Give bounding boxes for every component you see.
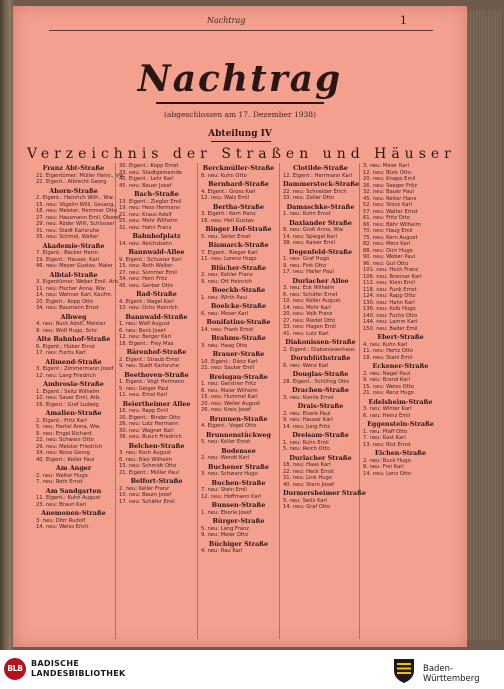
house-entry: 2. neu: Keller Franz <box>119 485 169 492</box>
house-entry: 20. Eigent.: Binder Otto <box>119 414 181 421</box>
house-entry: 40. Eigent.: Keller Paul <box>36 456 95 463</box>
house-entry: 14. neu: Spiegel Karl <box>283 233 337 240</box>
house-entry: 15. neu: Hummel Karl <box>201 394 258 400</box>
house-entry: 22. neu: Heck Ernst <box>283 468 335 475</box>
street-name: Eckener-Straße <box>372 362 429 370</box>
house-entry: 5. neu: Seiler Ernst <box>201 233 251 240</box>
street-name: Buchen-Straße <box>211 478 266 487</box>
street-name: Albweg <box>60 312 87 321</box>
house-entry: 124. neu: Rapp Otto <box>363 293 416 299</box>
house-entry: 6. neu: Heinz Emil <box>363 412 411 419</box>
house-entry: 2. neu: Buck Hugo <box>363 457 411 464</box>
library-name-line-1: BADISCHE <box>31 659 80 668</box>
column-divider <box>279 163 280 639</box>
house-entry: 21. Eigent.: Müller Paul <box>119 469 179 476</box>
house-entry: 5. neu: Reich Otto <box>283 446 330 452</box>
street-name: Drais-Straße <box>297 402 344 410</box>
house-entry: 21. neu: Renz Hugo <box>363 390 414 396</box>
house-entry: 1. neu: Pfaff Otto <box>363 428 408 435</box>
column-divider <box>359 163 360 639</box>
house-entry: 19. neu: Hess Hermann <box>119 205 181 211</box>
house-entry: 12. neu: Walz Emil <box>201 195 250 201</box>
house-entry: 52. neu: Stock Karl <box>363 202 413 208</box>
house-entry: 140. neu: Fuchs Otto <box>363 312 418 319</box>
street-name: Durmersheimer Straße <box>283 489 366 497</box>
house-entry: 3. neu: Haag Otto <box>201 342 248 349</box>
house-entry: 46. neu: Meyer Gustav, Maler <box>36 263 113 269</box>
house-entry: 25. neu: Mohr Wilhelm <box>119 218 178 224</box>
house-entry: 31. neu: Stadt Karlsruhe <box>36 227 100 234</box>
directory-column-4 <box>283 163 366 643</box>
street-name: Allmend-Straße <box>45 357 102 366</box>
house-entry: 38. neu: Kaiser Emil <box>283 240 335 246</box>
house-entry: 3. neu: Maier Karl <box>363 163 409 169</box>
page-number: 1 <box>400 14 407 27</box>
house-entry: 6. neu: Wenz Karl <box>283 362 329 369</box>
house-entry: 10. neu: Baum Josef <box>119 492 172 498</box>
house-entry: 13. Eigent.: Ziegler Emil <box>119 198 182 205</box>
house-entry: 9. neu: Wolf Hugo, Schr. <box>36 327 99 334</box>
street-name: Am Sandgarten <box>45 486 102 495</box>
street-name: Am Anger <box>55 464 92 472</box>
house-entry: 1. Eigent.: Seitz Wilhelm <box>36 388 100 395</box>
house-entry: 17. neu: Fuchs Karl <box>36 350 86 356</box>
house-entry: 8. neu: Groß Anna, Ww. <box>283 227 345 233</box>
document-page <box>13 6 467 647</box>
house-entry: 5. neu: Seitz Karl <box>283 497 328 504</box>
viewer-footer <box>0 650 504 689</box>
house-entry: 2. neu: Kohler Franz <box>201 272 253 278</box>
house-entry: 29. neu: Röder Willi, Schlosser <box>36 221 115 227</box>
house-entry: 21. neu: Sauter Emil <box>201 365 255 371</box>
directory-heading: Verzeichnis der Straßen und Häuser <box>27 146 456 162</box>
house-entry: 2. Eigent.: Heinrich Wilh., Ww. <box>36 195 115 201</box>
house-entry: 106. neu: Brenner Karl <box>363 273 422 280</box>
house-entry: 30. Eigent.: Kopp Ernst <box>119 163 179 169</box>
house-entry: 16. neu: Rapp Emil <box>119 408 169 414</box>
house-entry: 1. neu: Kuhn Ernst <box>283 211 331 217</box>
house-entry: 17. neu: Haller Paul <box>283 269 334 275</box>
house-entry: 14. neu: Frank Ernst <box>201 326 254 333</box>
house-entry: 29. neu: Meister Friedrich <box>36 443 103 450</box>
street-name: Bärenhof-Straße <box>126 348 187 356</box>
running-header <box>13 16 467 32</box>
partner-name[interactable]: Baden-Württemberg <box>423 664 480 684</box>
house-entry: 18. neu: Meister, Hemmer Otto <box>36 208 118 214</box>
house-entry: 5. neu: Geiger Paul <box>119 385 169 392</box>
house-entry: 27. neu: Hausmann Emil, Oberst <box>36 214 121 221</box>
house-entry: 12. neu: Bürk Otto <box>363 169 412 176</box>
house-entry: 57. neu: Walter Ernst <box>363 208 418 215</box>
house-entry: 5. neu: Lang Franz <box>201 525 249 532</box>
street-name: Franz Abt-Straße <box>42 164 105 172</box>
house-entry: 40. Eigent.: Lehr Karl <box>119 176 174 182</box>
house-entry: 7. neu: Kast Karl <box>363 435 406 441</box>
house-entry: 6. Eigent.: Huber Ernst <box>36 343 95 350</box>
house-entry: 17. neu: Schäfer Emil <box>119 498 175 505</box>
house-entry: 101. neu: Hoch Franz <box>363 267 419 273</box>
house-entry: 12. neu: Berger Karl <box>119 334 172 340</box>
house-entry: 14. neu: Reichsbahn <box>119 240 172 247</box>
house-entry: 22. neu: Schneider Erich <box>283 188 347 195</box>
page-title: Nachtrag <box>137 58 343 100</box>
house-entry: 12. neu: Lang Friedrich <box>36 372 96 379</box>
house-entry: 15. neu: Schmidt Otto <box>119 463 177 469</box>
house-entry: 2. neu: Walter Hugo <box>36 472 88 479</box>
house-entry: 3. Eigent.: Kern Hans <box>201 211 256 217</box>
house-entry: 8. neu: Maier Wilhelm <box>201 387 258 394</box>
house-entry: 7. neu: Roth Ernst <box>36 479 83 485</box>
house-entry: 90. neu: Weber Paul <box>363 254 416 260</box>
street-name: Boelcke-Straße <box>210 302 267 310</box>
street-name: Anemonen-Straße <box>41 509 106 517</box>
street-name: Akademie-Straße <box>42 241 105 250</box>
page-subtitle: (abgeschlossen am 17. Dezember 1938) <box>163 110 317 119</box>
house-entry: 41. neu: Lutz Karl <box>283 330 329 337</box>
house-entry: 11. neu: Fischer Anna, Ww. <box>36 285 107 292</box>
house-entry: 14. neu: Mohr Karl <box>283 304 331 311</box>
column-divider <box>115 163 116 639</box>
street-name: Beiertheimer Allee <box>122 399 191 408</box>
house-entry: 3. neu: Dörr Rudolf <box>36 517 86 524</box>
house-entry: 1. neu: Gerstner Fritz <box>201 381 257 387</box>
house-entry: 10. neu: Ochs Heinrich <box>119 305 179 311</box>
house-entry: 27. neu: Riedel Otto <box>283 317 336 324</box>
house-entry: 10. neu: Keller August <box>283 298 341 304</box>
street-name: Brunnenstückweg <box>206 430 271 439</box>
house-entry: 70. neu: Haug Emil <box>363 228 413 234</box>
house-entry: 2. neu: Nagel Paul <box>363 370 411 377</box>
street-name: Dreisam-Straße <box>292 431 349 439</box>
house-entry: 5. neu: Hertel Anna, Ww. <box>36 424 101 430</box>
house-entry: 4. Eigent.: Vogel Otto <box>201 423 257 429</box>
directory-column-2 <box>119 163 194 643</box>
house-entry: 45. neu: Gerber Otto <box>119 282 173 289</box>
library-name-line-2: LANDESBIBLIOTHEK <box>31 669 126 678</box>
house-entry: 96. neu: Gut Otto <box>363 260 409 267</box>
street-name: Brahms-Straße <box>211 334 266 342</box>
house-entry: 4. neu: Ruck Adolf, Meister <box>36 321 106 327</box>
street-name: Buchener Straße <box>208 462 269 471</box>
street-name: Bertha-Straße <box>212 202 265 211</box>
house-entry: 112. neu: Klein Emil <box>363 280 415 286</box>
house-entry: 6. neu: Schäfer Ernst <box>283 291 338 298</box>
street-name: Daxlander Straße <box>289 218 352 227</box>
house-entry: 1. neu: Eberle Josef <box>201 509 252 516</box>
house-entry: 34. neu: Horn Fritz <box>119 276 168 282</box>
header-title: Nachtrag <box>207 16 246 25</box>
house-entry: 118. neu: Funk Ernst <box>363 286 417 293</box>
house-entry: 3. Eigent.: Zimmermann Josef <box>36 366 114 372</box>
street-name: Beethoven-Straße <box>124 370 189 379</box>
house-entry: 16. neu: Heil Gustav <box>201 217 254 224</box>
house-entry: 20. neu: Weller August <box>201 400 261 407</box>
house-entry: 3. neu: Eck Wilhelm <box>283 285 335 291</box>
house-entry: 4. neu: Rau Karl <box>201 548 243 554</box>
house-entry: 20. neu: Volk Franz <box>283 311 333 317</box>
house-entry: 34. neu: Reiss Georg <box>36 450 90 456</box>
street-name: Alte Bahnhof-Straße <box>36 335 111 343</box>
house-entry: 10. Eigent.: Dietz Karl <box>201 358 258 365</box>
street-name: Durlacher Straße <box>289 453 352 462</box>
street-name: Bodensee <box>221 446 256 455</box>
house-entry: 30. neu: Wagner Karl <box>119 427 174 434</box>
house-entry: 26. neu: Kreis Josef <box>201 407 251 413</box>
street-name: Bonifatius-Straße <box>206 318 271 326</box>
blb-logo[interactable]: BLB <box>4 658 26 680</box>
street-name: Büchiger Straße <box>208 539 269 548</box>
house-entry: 26. neu: Lutz Hermann <box>119 421 179 427</box>
street-name: Berckmüller-Straße <box>202 164 275 172</box>
house-entry: 3. neu: Koch August <box>119 450 172 456</box>
house-entry: 9. neu: Ott Heinrich <box>201 278 253 285</box>
house-entry: 9. neu: Meier Otto <box>201 532 249 538</box>
house-entry: 150. neu: Bader Emil <box>363 325 418 332</box>
house-entry: 26. neu: Seeger Fritz <box>363 182 417 189</box>
street-name: Damaschke-Straße <box>286 202 355 211</box>
house-entry: 38. neu: Busch Friedrich <box>119 434 182 440</box>
house-entry: 4. neu: Kuhn Karl <box>363 341 408 348</box>
street-name: Eggenstein-Straße <box>367 420 434 428</box>
house-entry: 8. neu: Ries Wilhelm <box>119 456 173 463</box>
house-entry: 3. neu: Winter Karl <box>363 406 412 412</box>
house-entry: 1. neu: Wolf August <box>119 321 170 327</box>
house-entry: 14. neu: Graf Otto <box>283 504 331 510</box>
house-entry: 15. neu: Weiss Otto <box>363 383 414 390</box>
house-entry: 3. neu: Schwarz Hugo <box>201 471 258 477</box>
house-entry: 15. neu: Vögelin Willi, Gesang. <box>36 201 116 208</box>
house-entry: 6. neu: Moser Karl <box>201 310 249 317</box>
house-entry: 2. Eigent.: Fritz Karl <box>36 417 87 424</box>
house-entry: 23. neu: Braun Karl <box>36 501 87 508</box>
house-entry: 2. Eigent.: Diakonissenhaus <box>283 346 355 353</box>
house-entry: 32. neu: Hahn Franz <box>119 224 172 231</box>
house-entry: 21. Eigentümer: Müller Heinr., Vw. <box>36 172 125 179</box>
house-entry: 130. neu: Hahn Karl <box>363 299 415 306</box>
house-entry: 9. neu: Brand Karl <box>363 377 410 383</box>
street-name: Boeckh-Straße <box>211 286 266 294</box>
directory-column-3 <box>201 163 276 643</box>
section-label: Abteilung IV <box>208 129 272 139</box>
street-name: Ahorn-Straße <box>49 186 98 195</box>
house-entry: 7. Eigent.: Becker Herm. <box>36 250 100 256</box>
house-entry: 20. Eigent.: Kopp Otto <box>36 298 94 305</box>
house-entry: 8. neu: Kuhn Otto <box>201 172 247 179</box>
street-name: Binger Hof-Straße <box>205 225 272 233</box>
house-entry: 136. neu: Kolb Hugo <box>363 306 416 312</box>
house-entry: 82. neu: Merz Karl <box>363 241 411 247</box>
street-name: Bürger-Straße <box>212 517 265 525</box>
house-entry: 1. neu: Graf Hugo <box>283 256 330 262</box>
street-name: Belfort-Straße <box>130 477 183 485</box>
house-entry: 8. neu: Frei Karl <box>363 464 404 470</box>
street-name: Bahnhofplatz <box>132 232 181 240</box>
house-entry: 22. Eigent.: Albrecht Georg <box>36 179 107 185</box>
house-entry: 45. neu: Bauer Josef <box>119 182 172 189</box>
house-entry: 34. neu: Baumann Ernst <box>36 305 99 311</box>
street-name: Degenfeld-Straße <box>288 247 353 256</box>
column-divider <box>197 163 198 639</box>
house-entry: 1. neu: Wirth Paul <box>201 294 248 301</box>
house-entry: 18. Eigent.: Frey Max <box>119 340 174 347</box>
street-name: Blücher-Straße <box>210 263 267 272</box>
street-name: Brunnen-Straße <box>209 414 268 423</box>
house-entry: 18. neu: Stahl Emil <box>363 354 413 361</box>
house-entry: 11. Eigent.: Kuhn August <box>36 495 101 501</box>
house-entry: 20. neu: Knapp Emil <box>363 176 416 182</box>
house-entry: 14. neu: Wehner Karl, Kaufm. <box>36 292 113 298</box>
house-entry: 2. neu: Eisele Paul <box>283 410 331 417</box>
house-entry: 2. neu: Wendt Karl <box>201 455 250 461</box>
house-entry: 33. neu: Zeller Otto <box>283 195 334 201</box>
section-underline <box>211 141 271 142</box>
house-entry: 15. neu: Roth Walter <box>119 263 173 269</box>
street-name: Amalien-Straße <box>45 409 102 417</box>
house-entry: 75. neu: Kern August <box>363 234 418 241</box>
house-entry: 16. Eigent.: Graf Ludwig <box>36 401 99 408</box>
house-entry: 1. neu: Kuhn Emil <box>283 439 329 446</box>
house-entry: 33. neu: Hagen Emil <box>283 324 336 330</box>
house-entry: 9. neu: Fink Otto <box>283 262 327 269</box>
street-name: Breisgau-Straße <box>209 372 268 381</box>
house-entry: 4. Eigent.: Gross Karl <box>201 188 256 195</box>
house-entry: 88. neu: Dürr Hugo <box>363 247 413 254</box>
house-entry: 12. neu: Hoffmann Karl <box>201 493 262 500</box>
street-name: Douglas-Straße <box>292 370 349 378</box>
title-underline <box>156 102 324 104</box>
house-entry: 31. neu: Link Hugo <box>283 475 332 481</box>
street-name: Bernhard-Straße <box>208 180 269 188</box>
library-name[interactable] <box>31 659 126 679</box>
house-entry: 14. neu: Weiss Erich <box>36 524 89 530</box>
house-entry: 66. neu: Bähr Wilhelm <box>363 221 421 228</box>
street-name: Dornblüthstraße <box>290 354 351 362</box>
house-entry: 7. neu: Stein Emil <box>201 487 247 493</box>
house-entry: 61. neu: Fritz Otto <box>363 215 410 221</box>
house-entry: 13. neu: Rist Ernst <box>363 441 411 448</box>
house-entry: 3. Eigentümer: Weber Emil, Arb. <box>36 279 120 285</box>
street-name: Bannwald-Allee <box>128 248 185 256</box>
street-name: Dammerstock-Straße <box>283 180 360 188</box>
street-name: Bannwald-Straße <box>125 312 188 321</box>
house-entry: 4. Eigent.: Nagel Karl <box>119 298 174 305</box>
house-entry: 21. neu: Kraus Adolf <box>119 211 172 218</box>
directory-column-1 <box>36 163 125 643</box>
street-name: Bach-Straße <box>134 190 179 198</box>
house-entry: 1. Eigent.: Vogt Hermann <box>119 379 185 385</box>
house-entry: 28. Eigent.: Schilling Otto <box>283 378 350 385</box>
house-entry: 6. neu: Beck Josef <box>119 327 166 334</box>
house-entry: 10. neu: Sauer Emil, Arb. <box>36 395 101 401</box>
baden-wuerttemberg-crest-icon <box>391 656 417 684</box>
house-entry: 2. Eigent.: Straub Ernst <box>119 356 180 363</box>
house-entry: 11. neu: Hertz Otto <box>363 348 414 354</box>
house-entry: 40. neu: Stern Josef <box>283 481 334 488</box>
house-entry: 19. Eigent.: Hauser, Karl <box>36 256 100 263</box>
street-name: Ambrosia-Straße <box>43 380 104 388</box>
house-entry: 144. neu: Lamm Karl <box>363 319 418 325</box>
house-entry: 8. neu: Engel Richard <box>36 430 92 437</box>
house-entry: 9. neu: Stadt Karlsruhe <box>119 363 179 369</box>
street-name: Bunsen-Straße <box>211 501 266 509</box>
street-name: Eichen-Straße <box>374 449 427 457</box>
house-entry: 27. neu: Sommer Emil <box>119 269 177 276</box>
street-name: Albtal-Straße <box>49 270 98 279</box>
street-name: Diakonissen-Straße <box>285 338 356 346</box>
directory-column-5 <box>363 163 438 643</box>
house-entry: 9. neu: Hauser Karl <box>283 417 333 423</box>
street-name: Bismarck-Straße <box>208 241 269 249</box>
house-entry: 12. Eigent.: Herrmann Karl <box>283 172 353 179</box>
house-entry: 18. neu: Haas Karl <box>283 462 331 468</box>
street-name: Ebert-Straße <box>377 333 424 341</box>
house-entry: 5. neu: Koller Ernst <box>201 439 251 445</box>
street-name: Durlacher Allee <box>292 276 349 285</box>
house-entry: 14. neu: Lenz Otto <box>363 470 412 477</box>
street-name: Clotilde-Straße <box>293 164 348 172</box>
house-entry: 22. neu: Schwarz Otto <box>36 437 94 443</box>
house-entry: 11. neu: Lorenz Hugo <box>201 256 257 262</box>
street-name: Drachen-Straße <box>292 386 349 394</box>
street-name: Bad-Straße <box>136 290 177 298</box>
house-entry: 3. neu: Kienle Ernst <box>283 394 334 401</box>
house-entry: 35. neu: Schmid, Walter <box>36 234 99 240</box>
house-entry: 33. neu: Stadtgemeinde <box>119 169 182 176</box>
street-name: Belchen-Straße <box>128 441 185 450</box>
house-entry: 7. Eigent.: Rieger Karl <box>201 249 258 256</box>
house-entry: 45. neu: Reiter Hans <box>363 195 417 202</box>
street-name: Brauer-Straße <box>212 350 265 358</box>
book-edge <box>467 10 501 640</box>
street-name: Edelsheim-Straße <box>368 397 433 406</box>
house-entry: 11. neu: Ernst Karl <box>119 392 168 398</box>
house-entry: 9. Eigent.: Schuster Karl <box>119 256 182 263</box>
house-entry: 14. neu: Jung Fritz <box>283 423 331 430</box>
house-entry: 32. neu: Bauer Paul <box>363 189 414 195</box>
header-rule <box>49 30 433 31</box>
